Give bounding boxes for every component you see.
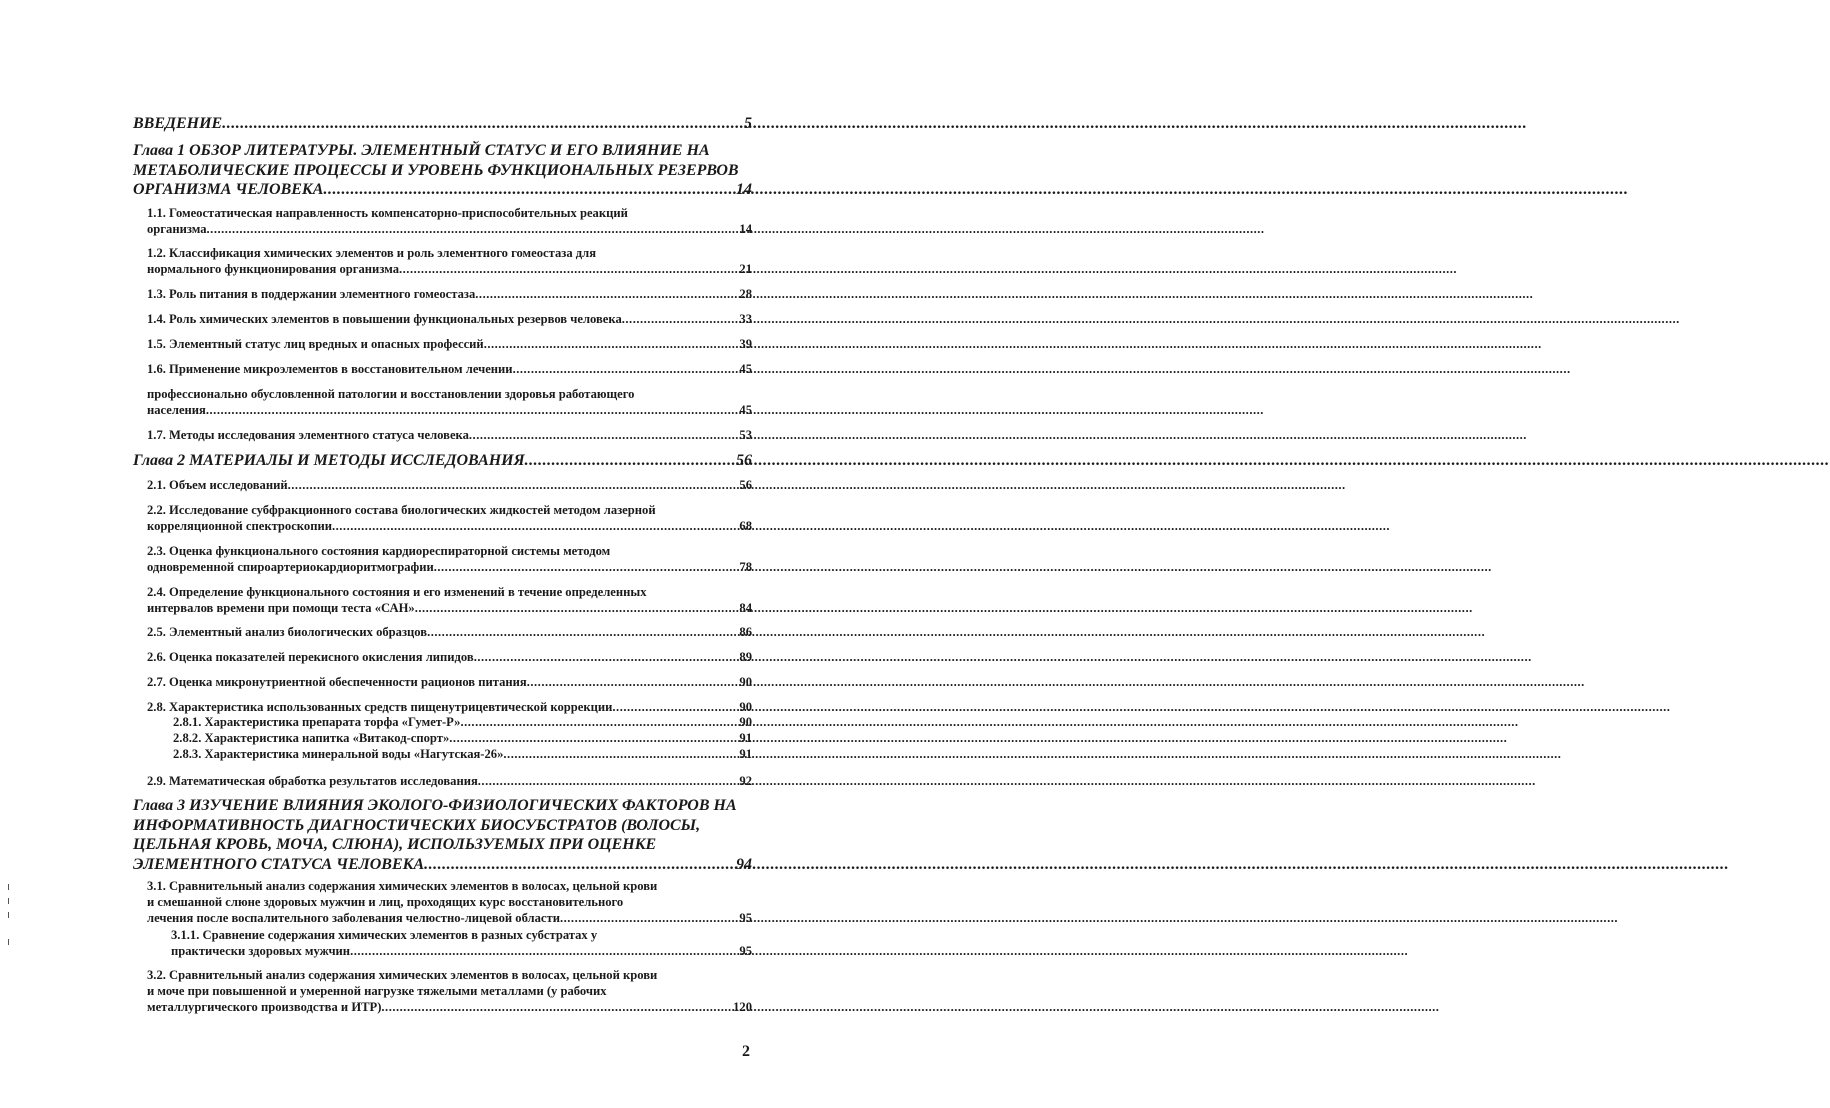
dot-leader [449,731,737,747]
toc-line [147,773,752,789]
toc-entry-s1-4[interactable] [147,311,752,327]
toc-entry-text: корреляционной спектроскопии [147,519,332,533]
toc-page-number: 33 [739,312,752,326]
dot-leader [612,699,737,715]
toc-entry-text: одновременной спироартериокардиоритмографии [147,560,434,574]
toc-entry-s2-3[interactable] [147,543,752,575]
toc-line [147,361,752,377]
toc-entry-s2-2[interactable] [147,502,752,534]
toc-line [147,386,752,402]
margin-mark [8,912,9,918]
toc-entry-text: ВВЕДЕНИЕ [133,115,223,132]
dot-leader [484,336,738,352]
toc-line [147,967,752,983]
toc-entry-text: 2.3. Оценка функционального состояния кардиореспираторной системы методом [147,544,611,558]
toc-page-number: 90 [739,675,752,689]
toc-page-number: 68 [739,519,752,533]
toc-entry-text: 3.1. Сравнительный анализ содержания химических элементов в волосах, цельной крови [147,879,658,893]
toc-line [147,999,752,1015]
toc-page-number: 53 [739,428,752,442]
toc-entry-s2-6[interactable] [147,649,752,665]
dot-leader [206,402,738,418]
toc-page-number: 45 [739,403,752,417]
toc-entry-text: Глава 2 МАТЕРИАЛЫ И МЕТОДЫ ИССЛЕДОВАНИЯ [133,452,525,469]
toc-entry-s1-7[interactable] [147,427,752,443]
toc-line [147,477,752,493]
toc-page-number: 92 [739,774,752,788]
toc-entry-s3-2[interactable] [147,967,752,1015]
toc-page-number: 56 [736,452,752,469]
toc-line [147,336,752,352]
toc-page-number: 89 [739,650,752,664]
dot-leader [323,180,734,200]
toc-page-number: 56 [739,478,752,492]
toc-entry-s2-8-1[interactable] [173,715,752,731]
toc-line [147,649,752,665]
toc-entry-text: 2.8. Характеристика использованных средств пищенутрицевтической коррекции [147,700,613,714]
toc-line [147,674,752,690]
dot-leader [527,674,738,690]
toc-line [147,402,752,418]
toc-entry-text: 1.7. Методы исследования элементного статуса человека [147,428,469,442]
toc-entry-s1-3[interactable] [147,286,752,302]
toc-line [147,894,752,910]
toc-entry-s2-8[interactable] [147,699,752,715]
toc-entry-text: 2.9. Математическая обработка результатов исследования [147,774,478,788]
toc-page-number: 39 [739,337,752,351]
toc-entry-s1-5[interactable] [147,336,752,352]
toc-line [147,205,752,221]
toc-line [173,731,752,747]
toc-entry-text: организма [147,222,207,236]
toc-page-number: 90 [739,700,752,714]
toc-line [147,311,752,327]
toc-entry-intro[interactable] [133,114,752,134]
margin-mark [8,939,9,945]
dot-leader [474,649,738,665]
toc-entry-text: населения [147,403,206,417]
toc-line [147,427,752,443]
toc-line [133,141,752,161]
toc-entry-text: ИНФОРМАТИВНОСТЬ ДИАГНОСТИЧЕСКИХ БИОСУБСТРАТОВ (ВОЛОСЫ, [133,816,701,834]
toc-line [133,816,752,836]
toc-entry-text: МЕТАБОЛИЧЕСКИЕ ПРОЦЕССЫ И УРОВЕНЬ ФУНКЦИОНАЛЬНЫХ РЕЗЕРВОВ [133,161,739,179]
toc-entry-text: 3.2. Сравнительный анализ содержания химических элементов в волосах, цельной крови [147,968,658,982]
toc-page-number: 14 [736,181,752,198]
toc-entry-s1-6[interactable] [147,361,752,377]
toc-page-number: 95 [739,911,752,925]
toc-entry-text: 2.1. Объем исследований [147,478,288,492]
toc-entry-s2-7[interactable] [147,674,752,690]
toc-line [147,245,752,261]
dot-leader [460,715,737,731]
toc-page-number: 45 [739,362,752,376]
toc-line [147,910,752,926]
toc-entry-text: 2.8.1. Характеристика препарата торфа «Гумет-Р» [173,715,461,729]
toc-entry-text: интервалов времени при помощи теста «САН» [147,601,415,615]
dot-leader [332,518,737,534]
toc-entry-text: металлургического производства и ИТР) [147,1000,382,1014]
dot-leader [399,261,737,277]
toc-entry-s1-1[interactable] [147,205,752,237]
dot-leader [415,600,738,616]
toc-line [133,835,752,855]
toc-entry-text: 2.5. Элементный анализ биологических образцов [147,625,428,639]
toc-entry-text: и смешанной слюне здоровых мужчин и лиц, проходящих курс восстановительного [147,895,624,909]
toc-entry-text: и моче при повышенной и умеренной нагрузке тяжелыми металлами (у рабочих [147,984,607,998]
dot-leader [381,999,731,1015]
toc-line [147,221,752,237]
dot-leader [424,855,734,875]
toc-entry-text: ОРГАНИЗМА ЧЕЛОВЕКА [133,181,324,198]
toc-entry-text: 2.6. Оценка показателей перекисного окисления липидов [147,650,474,664]
toc-entry-text: 2.4. Определение функционального состояния и его изменений в течение определенных [147,585,647,599]
toc-page-number: 91 [739,747,752,761]
toc-page-number: 14 [739,222,752,236]
toc-entry-s2-1[interactable] [147,477,752,493]
margin-mark [8,898,9,904]
toc-entry-text: ЭЛЕМЕНТНОГО СТАТУСА ЧЕЛОВЕКА [133,855,425,873]
toc-line [147,543,752,559]
toc-entry-text: Глава 3 ИЗУЧЕНИЕ ВЛИЯНИЯ ЭКОЛОГО-ФИЗИОЛОГИЧЕСКИХ ФАКТОРОВ НА [133,797,737,814]
toc-line [147,286,752,302]
toc-line [171,943,752,959]
dot-leader [207,221,738,237]
toc-page-number: 94 [736,855,752,873]
toc-line [173,715,752,731]
toc-entry-text: 1.5. Элементный статус лиц вредных и опасных профессий [147,337,484,351]
toc-entry-ch1[interactable] [133,141,752,200]
toc-entry-text: 1.1. Гомеостатическая направленность компенсаторно-приспособительных реакций [147,206,628,220]
toc-line [133,796,752,816]
toc-entry-s1-6b[interactable] [147,386,752,418]
toc-line [133,451,752,471]
toc-line [147,559,752,575]
toc-entry-s2-5[interactable] [147,624,752,640]
toc-page-number: 84 [739,601,752,615]
margin-mark [8,884,9,890]
dot-leader [503,747,737,763]
toc-page-number: 120 [733,1000,752,1014]
toc-line [147,261,752,277]
dot-leader [560,910,737,926]
toc-line [147,584,752,600]
dot-leader [513,361,738,377]
toc-entry-text: 1.4. Роль химических элементов в повышении функциональных резервов человека [147,312,622,326]
toc-line [147,502,752,518]
toc-entry-text: практически здоровых мужчин [171,944,351,958]
toc-page-number: 90 [739,715,752,729]
toc-entry-text: 2.2. Исследование субфракционного состава биологических жидкостей методом лазерной [147,503,656,517]
toc-entry-s2-4[interactable] [147,584,752,616]
toc-entry-s2-8-3[interactable] [173,747,752,763]
toc-entry-text: 2.8.3. Характеристика минеральной воды «Нагутская-26» [173,747,504,761]
dot-leader [469,427,738,443]
toc-entry-text: 1.3. Роль питания в поддержании элементного гомеостаза [147,287,476,301]
toc-entry-text: 1.6. Применение микроэлементов в восстановительном лечении [147,362,513,376]
dot-leader [475,286,737,302]
toc-entry-text: Глава 1 ОБЗОР ЛИТЕРАТУРЫ. ЭЛЕМЕНТНЫЙ СТАТУС И ЕГО ВЛИЯНИЕ НА [133,142,710,159]
dot-leader [350,943,737,959]
toc-entry-text: профессионально обусловленной патологии и восстановлении здоровья работающего [147,387,635,401]
toc-entry-text: 2.7. Оценка микронутриентной обеспеченности рационов питания [147,675,527,689]
page-number: 2 [742,1043,750,1060]
dot-leader [622,311,738,327]
toc-entry-s1-2[interactable] [147,245,752,277]
toc-line [133,161,752,181]
toc-entry-s3-1-1[interactable] [171,927,752,959]
toc-line [147,600,752,616]
toc-line [133,855,752,875]
toc-line [173,747,752,763]
toc-page-number: 21 [739,262,752,276]
toc-entry-text: 3.1.1. Сравнение содержания химических элементов в разных субстратах у [171,928,598,942]
dot-leader [478,773,738,789]
toc-entry-text: 1.2. Классификация химических элементов и роль элементного гомеостаза для [147,246,597,260]
toc-entry-ch2[interactable] [133,451,752,471]
dot-leader [427,624,737,640]
toc-entry-text: нормального функционирования организма [147,262,399,276]
toc-page-number: 86 [739,625,752,639]
toc-entry-ch3[interactable] [133,796,752,874]
toc-line [133,180,752,200]
toc-page-number: 5 [744,115,752,132]
toc-line [133,114,752,134]
toc-line [147,518,752,534]
toc-entry-text: лечения после воспалительного заболевания челюстно-лицевой области [147,911,560,925]
dot-leader [288,477,738,493]
toc-entry-s2-8-2[interactable] [173,731,752,747]
toc-entry-s2-9[interactable] [147,773,752,789]
toc-entry-s3-1[interactable] [147,878,752,926]
toc-entry-text: ЦЕЛЬНАЯ КРОВЬ, МОЧА, СЛЮНА), ИСПОЛЬЗУЕМЫХ ПРИ ОЦЕНКЕ [133,836,657,853]
toc-page-number: 78 [739,560,752,574]
dot-leader [434,559,738,575]
toc-line [147,624,752,640]
table-of-contents [0,0,798,1108]
dot-leader [525,451,734,471]
toc-page-number: 28 [739,287,752,301]
toc-line [147,878,752,894]
dot-leader [222,114,742,134]
toc-line [171,927,752,943]
toc-line [147,983,752,999]
toc-line [147,699,752,715]
toc-page-number: 95 [739,944,752,958]
toc-page-number: 91 [739,731,752,745]
toc-entry-text: 2.8.2. Характеристика напитка «Витакод-спорт» [173,731,450,745]
